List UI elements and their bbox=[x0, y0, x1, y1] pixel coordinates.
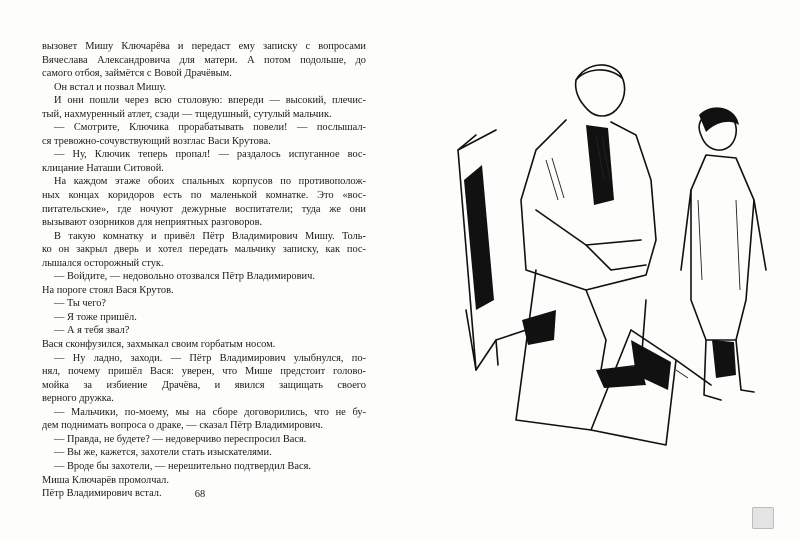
text-line: — Вы же, кажется, захотели стать изыскателями. bbox=[54, 447, 272, 459]
text-line: — Я тоже пришёл. bbox=[54, 311, 137, 323]
text-line: На каждом этаже обоих спальных корпусов по противополож- bbox=[54, 176, 366, 188]
text-line: Вячеслава Александровича для матери. А потом подольше, до bbox=[42, 54, 366, 66]
text-column bbox=[42, 40, 366, 501]
text-line: Вася сконфузился, захмыкал своим горбатым носом. bbox=[42, 339, 276, 351]
right-page bbox=[400, 0, 800, 541]
text-line: лышался осторожный стук. bbox=[42, 257, 164, 269]
text-line: — Правда, не будете? — недоверчиво переспросил Вася. bbox=[54, 433, 307, 445]
text-line: — Ну, Ключик теперь пропал! — раздалось испуганное вос- bbox=[54, 149, 366, 161]
text-line: клицание Наташи Ситовой. bbox=[42, 162, 164, 174]
text-line: дем поднимать вопроса о драке, — сказал Пётр Владимирович. bbox=[42, 420, 323, 432]
ink-shading bbox=[464, 107, 739, 390]
text-line: — Мальчики, по-моему, мы на сборе договорились, что не бу- bbox=[54, 406, 366, 418]
text-line: — А я тебя звал? bbox=[54, 325, 130, 337]
paper-sheet bbox=[516, 270, 631, 430]
text-line: Пётр Владимирович встал. bbox=[42, 488, 162, 500]
illustration-man-and-boy bbox=[436, 40, 776, 460]
text-line: самого отбоя, займётся с Вовой Драчёвым. bbox=[42, 68, 232, 80]
text-line: ко он закрыл дверь и хотел передать мальчику записку, как пос- bbox=[42, 244, 366, 256]
text-line: верного дружка. bbox=[42, 393, 114, 405]
text-line: вызовет Мишу Ключарёва и передаст ему записку с вопросами bbox=[42, 41, 366, 52]
text-line: — Войдите, — недовольно отозвался Пётр Владимирович. bbox=[54, 271, 315, 283]
text-line: — Смотрите, Ключика прорабатывать повели! — послышал- bbox=[54, 122, 366, 134]
text-line: И они пошли через всю столовую: впереди — высокий, плечис- bbox=[54, 95, 366, 107]
text-line: Миша Ключарёв промолчал. bbox=[42, 474, 169, 486]
publisher-watermark bbox=[752, 507, 774, 529]
text-line: — Вроде бы захотели, — нерешительно подтвердил Вася. bbox=[54, 460, 311, 472]
man-head bbox=[576, 65, 625, 116]
text-line: ных концах коридоров есть по маленькой комнатке. Это «вос- bbox=[42, 190, 366, 202]
text-line: Он встал и позвал Мишу. bbox=[54, 81, 167, 93]
text-line: В такую комнатку и привёл Пётр Владимирович Мишу. Толь- bbox=[54, 230, 366, 242]
text-line: На пороге стоял Вася Крутов. bbox=[42, 284, 174, 296]
page-number: 68 bbox=[194, 489, 206, 500]
text-line: мойка за избиение Драчёва, и явился защищать своего bbox=[42, 379, 366, 391]
text-line: — Ну ладно, заходи. — Пётр Владимирович улыбнулся, по- bbox=[54, 352, 366, 364]
text-line: тый, нахмуренный атлет, сзади — тщедушный, сутулый мальчик. bbox=[42, 108, 332, 120]
text-line: вызывают озорников для неприятных разговоров. bbox=[42, 217, 263, 229]
text-line: — Ты чего? bbox=[54, 298, 107, 310]
text-line: нял, почему пришёл Вася: уверен, что Мише предстоит голово- bbox=[42, 366, 366, 378]
text-line: ся тревожно-сочувствующий возглас Васи Крутова. bbox=[42, 135, 271, 147]
text-line: питательские», где ночуют дежурные воспитатели; туда же они bbox=[42, 203, 366, 215]
